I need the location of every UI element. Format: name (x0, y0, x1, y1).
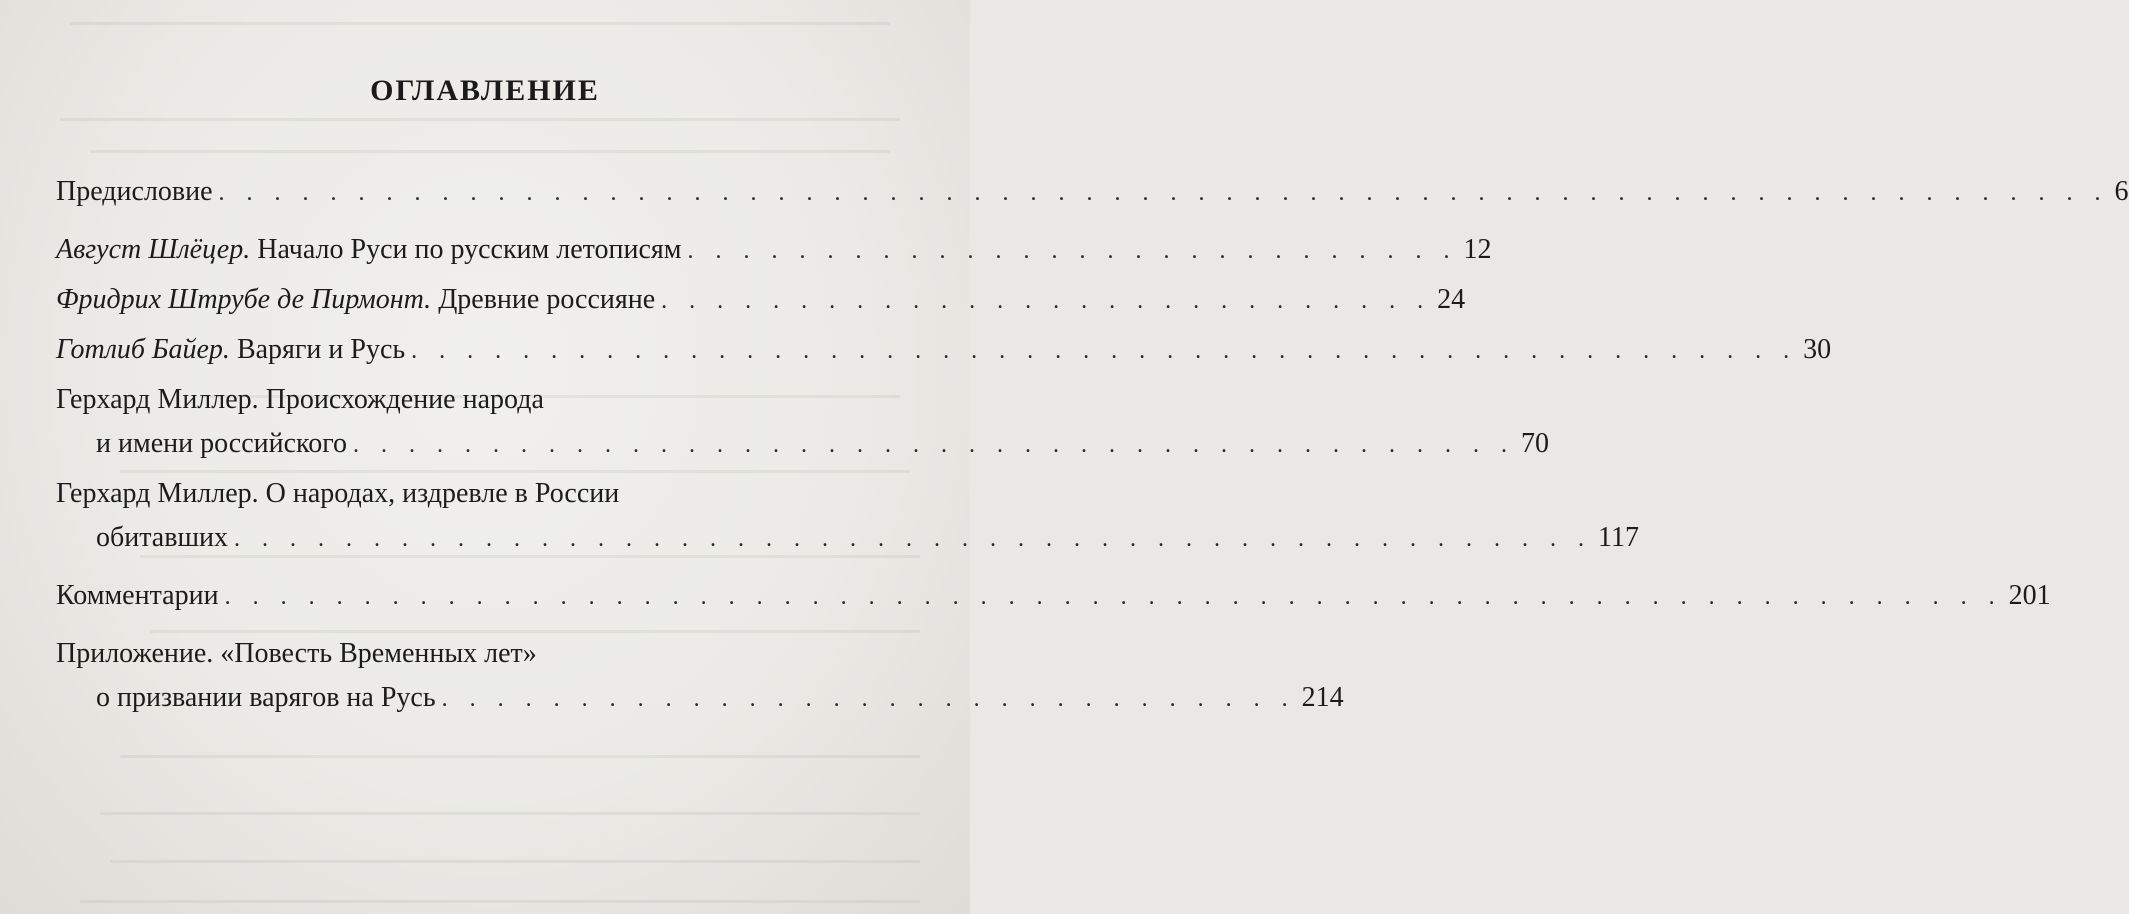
dot-leader: . . . . . . . . . . . . . . . . . . . . . . . . . . . . . . . . . . . . . . . . . . . . . . . . . (234, 526, 1593, 552)
toc-entry-miller-peoples-cont[interactable] (56, 516, 1639, 560)
entry-title: Варяги и Русь (229, 334, 406, 365)
entry-title: Древние россияне (431, 284, 656, 315)
toc-entry-strube[interactable] (56, 278, 1466, 322)
entry-title: О народах, издревле в России (258, 478, 620, 509)
page-number: 24 (1437, 284, 1466, 315)
toc-entry-appendix[interactable] (56, 632, 930, 676)
entry-author: Август Шлёцер. (56, 234, 251, 265)
entry-author: Герхард Миллер. (56, 384, 259, 415)
entry-author: Готлиб Байер. (56, 334, 230, 365)
dot-leader: . . . . . . . . . . . . . . . . . . . . . . . . . . . . (687, 238, 1458, 264)
toc-entry-miller-origin[interactable] (56, 378, 930, 422)
entry-author: Герхард Миллер. (56, 478, 259, 509)
toc-entry-schlozer[interactable] (56, 228, 1492, 272)
toc-entry-miller-origin-cont[interactable] (56, 422, 1550, 466)
entry-title: Начало Руси по русским летописям (250, 234, 682, 265)
entry-title-continued: о призвании варягов на Русь (96, 682, 436, 713)
toc-entry-appendix-cont[interactable] (56, 676, 1344, 720)
page-number: 30 (1803, 334, 1832, 365)
table-of-contents (56, 170, 2129, 720)
entry-title: Приложение. «Повесть Временных лет» (56, 638, 537, 669)
page-number: 70 (1521, 428, 1550, 459)
dot-leader: . . . . . . . . . . . . . . . . . . . . . . . . . . . . . . . . . . . . . . . . . . (353, 432, 1516, 458)
entry-title-continued: и имени российского (96, 428, 348, 459)
toc-entry-preface[interactable] (56, 170, 2129, 214)
page-number: 117 (1598, 522, 1639, 553)
toc-entry-bayer[interactable] (56, 328, 1832, 372)
page-number: 201 (2008, 580, 2051, 611)
entry-title: Предисловие (56, 176, 213, 207)
toc-entry-comments[interactable] (56, 574, 2051, 618)
dot-leader: . . . . . . . . . . . . . . . . . . . . . . . . . . . . . . . (441, 686, 1296, 712)
dot-leader: . . . . . . . . . . . . . . . . . . . . . . . . . . . . . . . . . . . . . . . . . . . . . . . . . . (411, 338, 1798, 364)
entry-title: Комментарии (56, 580, 219, 611)
page-number: 6 (2114, 176, 2129, 207)
entry-title-continued: обитавших (96, 522, 229, 553)
entry-author: Фридрих Штрубе де Пирмонт. (56, 284, 432, 315)
dot-leader: . . . . . . . . . . . . . . . . . . . . . . . . . . . . (661, 288, 1432, 314)
dot-leader: . . . . . . . . . . . . . . . . . . . . . . . . . . . . . . . . . . . . . . . . . . . . . . . . . . . . . . . . . . . . . . . . (224, 584, 2003, 610)
toc-entry-miller-peoples[interactable] (56, 472, 930, 516)
page-number: 214 (1301, 682, 1344, 713)
page-number: 12 (1463, 234, 1492, 265)
dot-leader: . . . . . . . . . . . . . . . . . . . . . . . . . . . . . . . . . . . . . . . . . . . . . . . . . . . . . . . . . . . . . . . . . . . . (218, 180, 2109, 206)
page-title: ОГЛАВЛЕНИЕ (370, 74, 600, 107)
entry-title: Происхождение народа (258, 384, 544, 415)
